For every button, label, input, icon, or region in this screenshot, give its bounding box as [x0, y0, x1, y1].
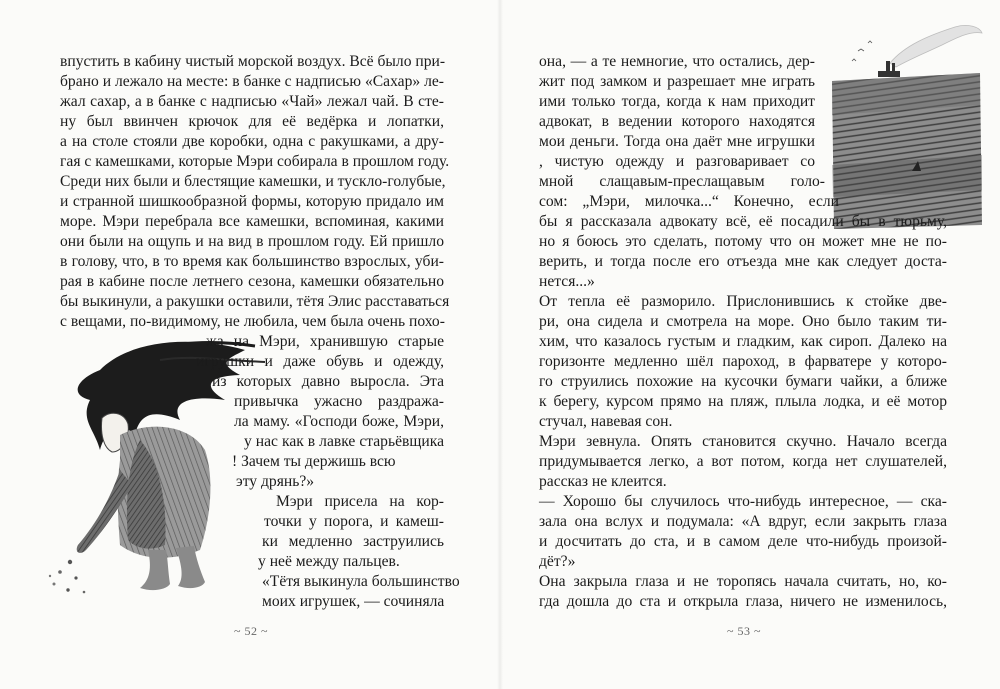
text-line: в голову, что, в то время как большинство взрослых, уби-: [60, 253, 444, 270]
text-line: а на столе стояли две коробки, одна с ракушками, а дру-: [60, 133, 444, 150]
text-line: ла маму. «Господи боже, Мэри,: [234, 413, 444, 430]
text-line: , чистую одежду и разговаривает со: [539, 153, 815, 170]
text-line: из которых давно выросла. Эта: [212, 373, 444, 390]
text-line: мной слащавым-преслащавым голо-: [539, 173, 825, 190]
text-line: придумывается легко, а вот потом, когда нет слушателей,: [539, 453, 947, 470]
text-line: она, — а те немногие, что остались, дер-: [539, 53, 815, 70]
text-line: ну был ввинчен крючок для её ведёрка и лопатки,: [60, 113, 444, 130]
page-number: ~ 53 ~: [727, 624, 761, 638]
text-line: ! Зачем ты держишь всю: [232, 453, 396, 470]
text-line: игрушки и даже обувь и одежду,: [196, 353, 444, 370]
text-line: адвокат, в ведении которого находятся: [539, 113, 815, 130]
text-line: верить, и тогда после его отъезда мне как следует доста-: [539, 253, 947, 270]
text-line: ки медленно заструились: [262, 533, 444, 550]
text-line: море. Мэри перебрала все камешки, вспоминая, какими: [60, 213, 444, 230]
text-line: — Хорошо бы случилось что-нибудь интересное, — ска-: [539, 493, 947, 510]
text-line: они были на ощупь и на вид в прошлом году. Ей пришло: [60, 233, 444, 250]
text-line: жал сахар, а в банке с надписью «Чай» лежал чай. В сте-: [60, 93, 444, 110]
text-line: Мэри зевнула. Опять становится скучно. Начало всегда: [539, 433, 947, 450]
text-line: От тепла её разморило. Прислонившись к стойке две-: [539, 293, 947, 310]
text-line: дёт?»: [539, 553, 576, 570]
text-line: мои деньги. Тогда она даёт мне игрушки: [539, 133, 815, 150]
text-line: брано и лежало на месте: в банке с надписью «Сахар» ле-: [60, 73, 444, 90]
text-line: моих игрушек, — сочиняла: [262, 593, 445, 610]
text-line: и странной шишкообразной формы, которую придало им: [60, 193, 444, 210]
text-line: нется...»: [539, 273, 595, 290]
text-line: рассказ не клеится.: [539, 473, 667, 490]
text-line: сом: „Мэри, милочка...“ Конечно, если: [539, 193, 839, 210]
text-line: но я боюсь это сделать, потому что он может мне не по-: [539, 233, 947, 250]
text-line: у нас как в лавке старьёвщика: [244, 433, 444, 450]
text-line: бы я рассказала адвокату всё, её посадили бы в тюрьму,: [539, 213, 947, 230]
text-line: ими только тогда, когда к нам приходит: [539, 93, 815, 110]
text-line: горизонте медленно шёл пароход, в фарватере у которо-: [539, 353, 947, 370]
text-line: с вещами, по-видимому, не любила, чем была очень похо-: [60, 313, 445, 330]
text-line: и досчитать до ста, и в самом деле что-нибудь произой-: [539, 533, 947, 550]
right-page: [500, 0, 1000, 689]
text-line: зала она вслух и подумала: «А вдруг, если закрыть глаза: [539, 513, 947, 530]
text-line: «Тётя выкинула большинство: [262, 573, 460, 590]
text-line: у неё между пальцев.: [258, 553, 400, 570]
sea-steamer-illustration: [830, 15, 985, 230]
text-line: хим, что казалось густым и гладким, как сироп. Далеко на: [539, 333, 947, 350]
text-line: впустить в кабину чистый морской воздух. Всё было при-: [60, 53, 446, 70]
text-line: го струились похожие на кусочки бумаги чайки, а ближе: [539, 373, 947, 390]
text-line: бы выкинули, а ракушки оставили, тётя Элис расставаться: [60, 293, 450, 310]
text-line: Она закрыла глаза и не торопясь начала считать, но, ко-: [539, 573, 947, 590]
text-line: жит под замком и разрешает мне играть: [539, 73, 815, 90]
text-line: гая с камешками, которые Мэри собирала в прошлом году.: [60, 153, 450, 170]
text-line: точки у порога, и камеш-: [264, 513, 444, 530]
text-line: Среди них были и блестящие камешки, и тускло-голубые,: [60, 173, 446, 190]
text-line: жа на Мэри, хранившую старые: [206, 333, 444, 350]
text-line: привычка ужасно раздража-: [234, 393, 444, 410]
text-line: к берегу, курсом прямо на пляж, плыла лодка, и её мотор: [539, 393, 947, 410]
text-line: гда дошла до ста и открыла глаза, ничего не изменилось,: [539, 593, 947, 610]
text-line: стучал, навевая сон.: [539, 413, 673, 430]
text-line: ри, она сидела и смотрела на море. Оно было таким ти-: [539, 313, 947, 330]
text-line: эту дрянь?»: [236, 473, 315, 490]
page-number: ~ 52 ~: [234, 624, 268, 638]
text-line: рая в кабине после летнего сезона, камешки обязательно: [60, 273, 444, 290]
text-line: Мэри присела на кор-: [276, 493, 444, 510]
